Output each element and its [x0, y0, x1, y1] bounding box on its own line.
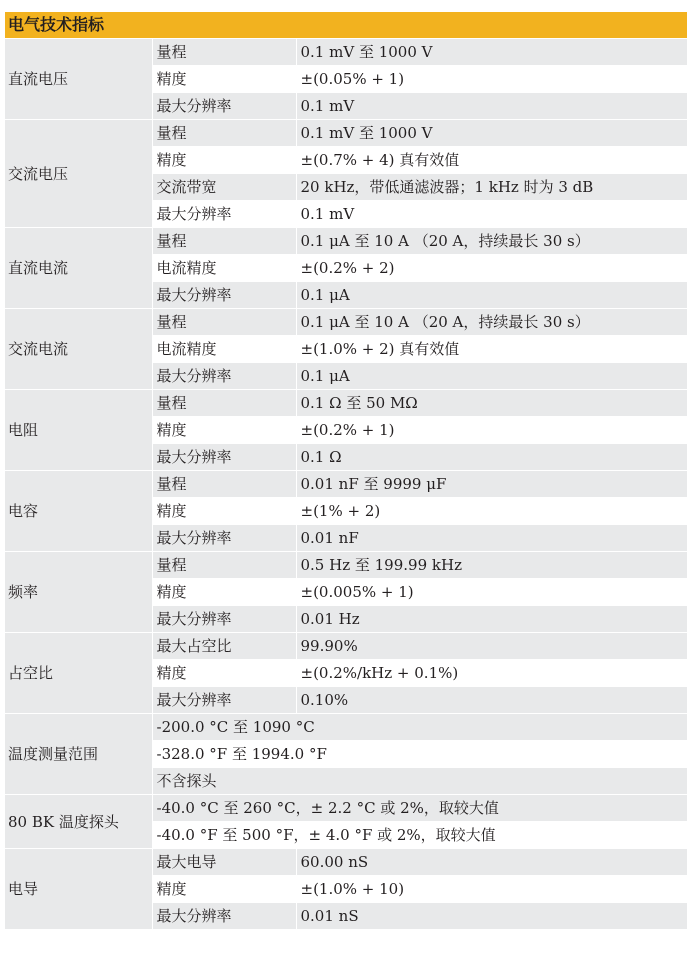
- spec-label: 最大分辨率: [152, 525, 296, 552]
- spec-value: 0.10%: [296, 687, 687, 714]
- spec-label: 最大分辨率: [152, 444, 296, 471]
- spec-value: 0.1 mV 至 1000 V: [296, 120, 687, 147]
- spec-text: -200.0 °C 至 1090 °C: [152, 714, 687, 741]
- spec-text: -40.0 °C 至 260 °C，± 2.2 °C 或 2%，取较大值: [152, 795, 687, 822]
- spec-label: 电流精度: [152, 255, 296, 282]
- spec-sheet: [5, 12, 687, 930]
- spec-row: [5, 849, 687, 876]
- spec-label: 精度: [152, 498, 296, 525]
- spec-text: 不含探头: [152, 768, 687, 795]
- spec-value: 0.1 μA 至 10 A （20 A，持续最长 30 s）: [296, 228, 687, 255]
- spec-value: 0.1 mV: [296, 93, 687, 120]
- spec-value: ±(0.05% + 1): [296, 66, 687, 93]
- category-label: 80 BK 温度探头: [5, 795, 152, 849]
- spec-value: 99.90%: [296, 633, 687, 660]
- spec-value: ±(0.2%/kHz + 0.1%): [296, 660, 687, 687]
- spec-value: ±(0.005% + 1): [296, 579, 687, 606]
- spec-label: 精度: [152, 660, 296, 687]
- spec-label: 电流精度: [152, 336, 296, 363]
- spec-label: 最大分辨率: [152, 606, 296, 633]
- category-label: 交流电压: [5, 120, 152, 228]
- spec-value: 0.1 μA: [296, 363, 687, 390]
- spec-value: 0.1 Ω: [296, 444, 687, 471]
- spec-value: 0.1 Ω 至 50 MΩ: [296, 390, 687, 417]
- category-label: 直流电压: [5, 39, 152, 120]
- category-label: 温度测量范围: [5, 714, 152, 795]
- spec-value: ±(1.0% + 10): [296, 876, 687, 903]
- category-label: 频率: [5, 552, 152, 633]
- spec-row: [5, 228, 687, 255]
- spec-value: 60.00 nS: [296, 849, 687, 876]
- spec-label: 量程: [152, 552, 296, 579]
- spec-label: 精度: [152, 876, 296, 903]
- spec-label: 最大分辨率: [152, 903, 296, 930]
- spec-row: [5, 552, 687, 579]
- spec-value: 0.01 nF 至 9999 μF: [296, 471, 687, 498]
- spec-value: 0.1 μA 至 10 A （20 A，持续最长 30 s）: [296, 309, 687, 336]
- spec-label: 量程: [152, 120, 296, 147]
- spec-value: ±(0.2% + 1): [296, 417, 687, 444]
- spec-row: [5, 471, 687, 498]
- spec-table: [5, 39, 687, 930]
- spec-value: 0.01 Hz: [296, 606, 687, 633]
- spec-label: 最大电导: [152, 849, 296, 876]
- category-label: 占空比: [5, 633, 152, 714]
- spec-label: 最大占空比: [152, 633, 296, 660]
- category-label: 电导: [5, 849, 152, 930]
- spec-value: 0.01 nS: [296, 903, 687, 930]
- spec-label: 交流带宽: [152, 174, 296, 201]
- spec-row: [5, 309, 687, 336]
- spec-value: ±(1.0% + 2) 真有效值: [296, 336, 687, 363]
- spec-label: 最大分辨率: [152, 201, 296, 228]
- spec-value: 0.5 Hz 至 199.99 kHz: [296, 552, 687, 579]
- spec-label: 最大分辨率: [152, 363, 296, 390]
- spec-label: 量程: [152, 390, 296, 417]
- category-label: 电容: [5, 471, 152, 552]
- spec-value: 0.1 mV: [296, 201, 687, 228]
- spec-row: [5, 39, 687, 66]
- spec-value: ±(0.2% + 2): [296, 255, 687, 282]
- spec-row: [5, 795, 687, 822]
- spec-value: 0.01 nF: [296, 525, 687, 552]
- spec-text: -328.0 °F 至 1994.0 °F: [152, 741, 687, 768]
- spec-label: 精度: [152, 579, 296, 606]
- spec-label: 精度: [152, 147, 296, 174]
- spec-label: 量程: [152, 471, 296, 498]
- spec-row: [5, 120, 687, 147]
- spec-label: 最大分辨率: [152, 93, 296, 120]
- spec-label: 精度: [152, 417, 296, 444]
- spec-value: 0.1 μA: [296, 282, 687, 309]
- spec-row: [5, 633, 687, 660]
- spec-label: 最大分辨率: [152, 282, 296, 309]
- spec-label: 精度: [152, 66, 296, 93]
- spec-label: 量程: [152, 228, 296, 255]
- spec-value: ±(0.7% + 4) 真有效值: [296, 147, 687, 174]
- section-title: 电气技术指标: [5, 12, 687, 39]
- spec-label: 最大分辨率: [152, 687, 296, 714]
- spec-value: ±(1% + 2): [296, 498, 687, 525]
- spec-value: 20 kHz，带低通滤波器；1 kHz 时为 3 dB: [296, 174, 687, 201]
- spec-text: -40.0 °F 至 500 °F，± 4.0 °F 或 2%，取较大值: [152, 822, 687, 849]
- spec-row: [5, 714, 687, 741]
- spec-label: 量程: [152, 39, 296, 66]
- spec-row: [5, 390, 687, 417]
- spec-label: 量程: [152, 309, 296, 336]
- spec-value: 0.1 mV 至 1000 V: [296, 39, 687, 66]
- category-label: 直流电流: [5, 228, 152, 309]
- category-label: 交流电流: [5, 309, 152, 390]
- category-label: 电阻: [5, 390, 152, 471]
